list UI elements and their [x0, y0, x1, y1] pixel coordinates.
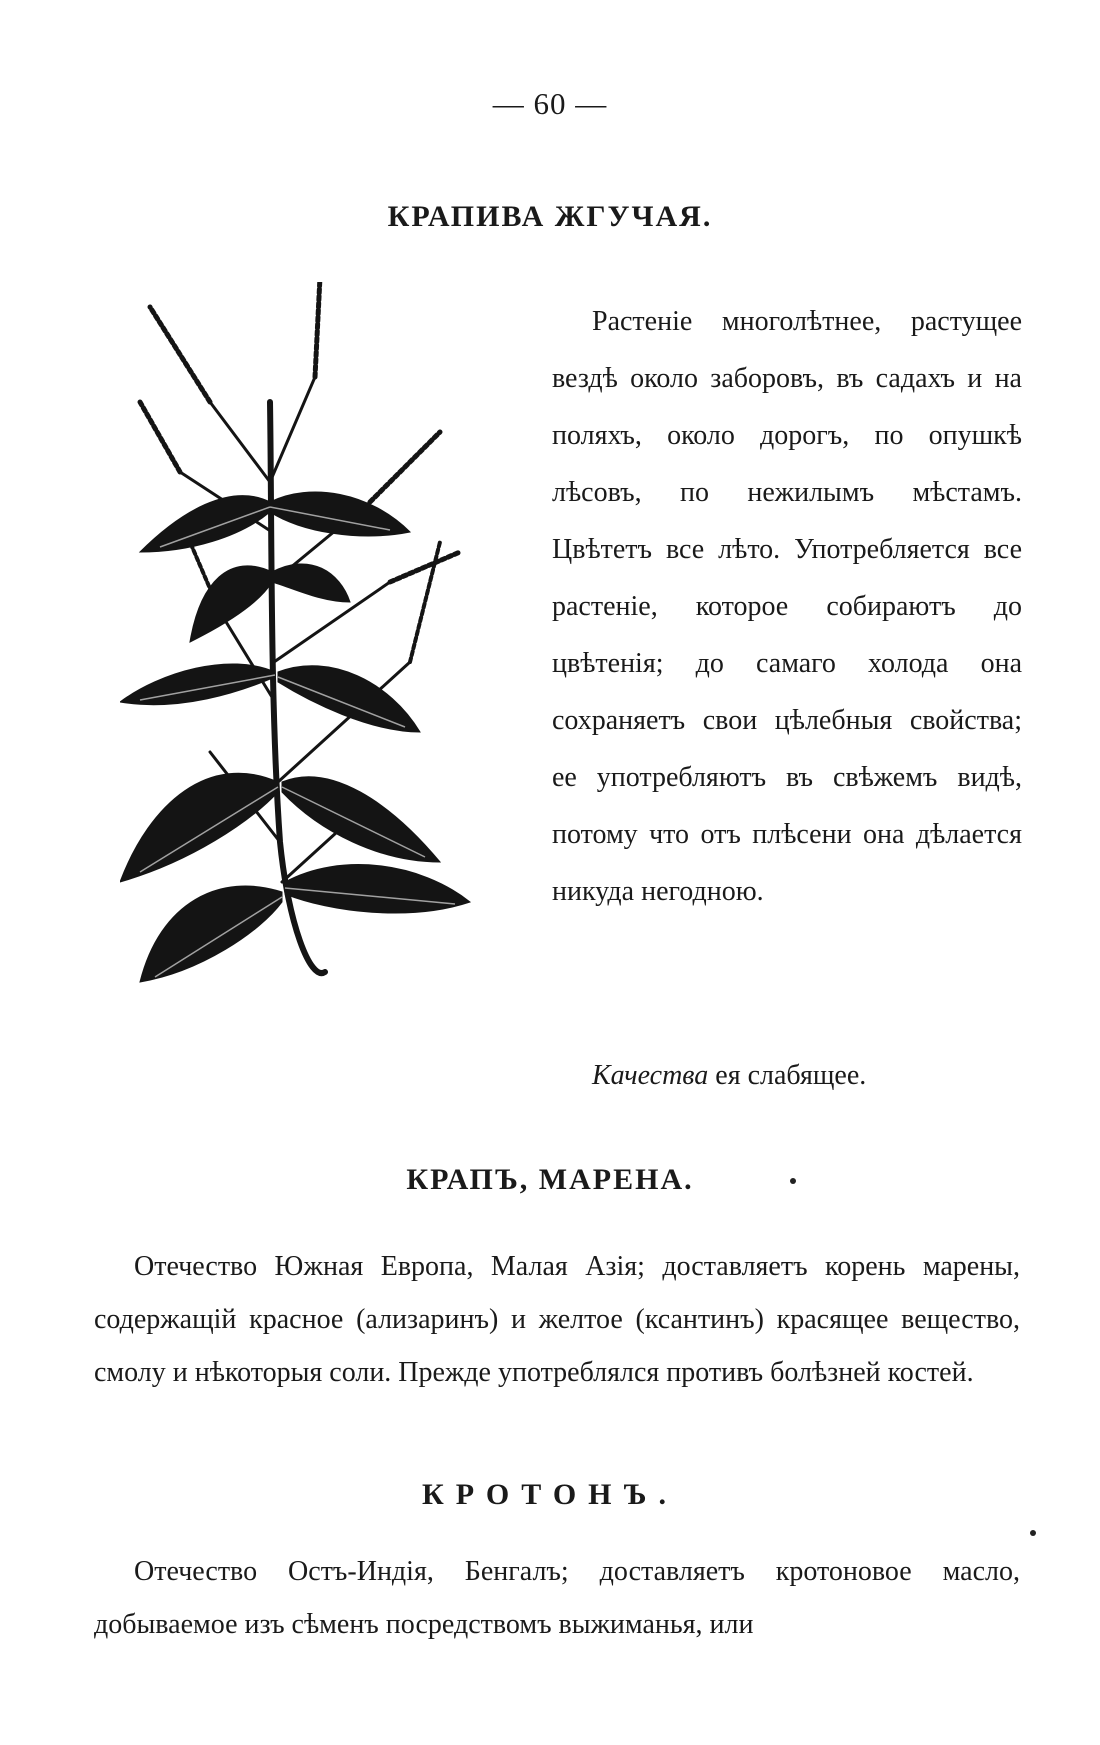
nettle-description: [552, 293, 1022, 920]
madder-body: Отечество Южная Европа, Малая Азія; доставляетъ корень марены, содержащій красное (ализаринъ) и желтое (ксантинъ) красящее вещество, смолу и нѣкоторыя соли. Прежде употреблялся противъ болѣзней костей.: [94, 1251, 1020, 1388]
madder-section: [94, 1240, 1020, 1399]
ink-speck: [1030, 1530, 1036, 1536]
nettle-heading: КРАПИВА ЖГУЧАЯ.: [387, 200, 713, 233]
croton-section: [94, 1545, 1020, 1651]
qualities-text: ея слабящее.: [715, 1060, 867, 1091]
ink-speck: [790, 1178, 796, 1184]
croton-heading: КРОТОНЪ.: [422, 1478, 678, 1511]
nettle-qualities: [552, 1047, 1022, 1104]
nettle-body: Растеніе многолѣтнее, растущее вездѣ около заборовъ, въ садахъ и на поляхъ, около дорогъ, по опушкѣ лѣсовъ, по нежилымъ мѣстамъ. Цвѣтетъ все лѣто. Употребляется все растеніе, которое собираютъ до цвѣтенія; до самаго холода она сохраняетъ свои цѣлебныя свойства; ее употребляютъ въ свѣжемъ видѣ, потому что отъ плѣсени она дѣлается никуда негодною.: [552, 306, 1022, 907]
croton-body: Отечество Остъ-Индія, Бенгалъ; доставляетъ кротоновое масло, добываемое изъ сѣменъ посредствомъ выжиманья, или: [94, 1556, 1020, 1640]
nettle-plant-icon: [120, 282, 520, 1082]
qualities-label: Качества: [592, 1060, 709, 1091]
page-number: — 60 —: [492, 86, 608, 121]
madder-heading: КРАПЪ, МАРЕНА.: [406, 1163, 694, 1196]
